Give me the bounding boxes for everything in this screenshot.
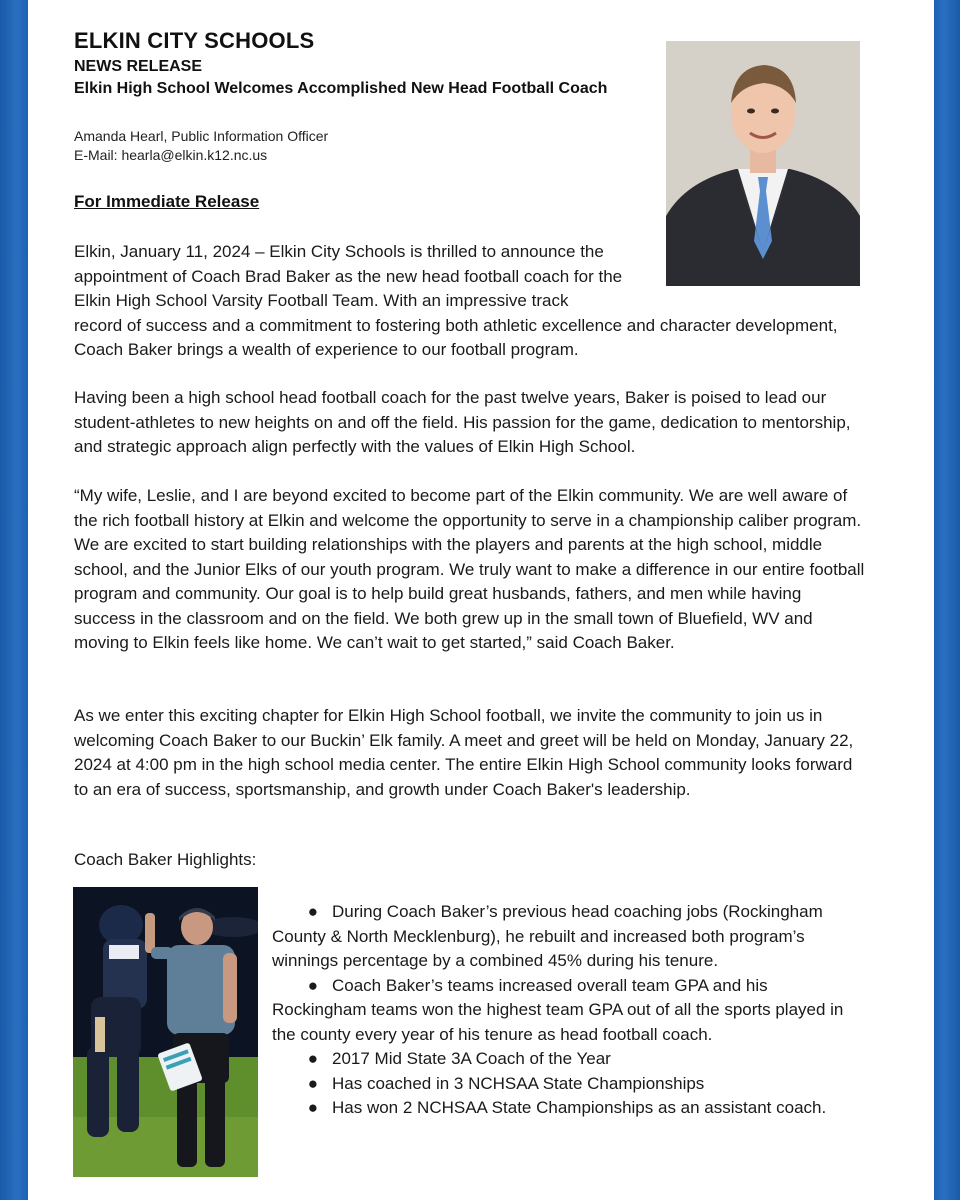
bullet-icon: ● bbox=[307, 1073, 318, 1093]
contact-name: Amanda Hearl, Public Information Officer bbox=[74, 128, 329, 144]
list-item bbox=[272, 1096, 847, 1121]
release-headline: Elkin High School Welcomes Accomplished New Head Football Coach bbox=[74, 80, 608, 97]
coach-sideline-photo bbox=[73, 887, 258, 1177]
contact-email: E-Mail: hearla@elkin.k12.nc.us bbox=[74, 147, 268, 163]
paragraph-announcement-rest: record of success and a commitment to fostering both athletic excellence and character development, Coach Baker brings a wealth of experience to our football program. bbox=[74, 315, 838, 359]
list-item bbox=[272, 974, 847, 1048]
highlight-text: Has won 2 NCHSAA State Championships as an assistant coach. bbox=[332, 1098, 827, 1117]
bullet-icon: ● bbox=[307, 1098, 318, 1117]
contact-block bbox=[74, 127, 328, 165]
right-blue-border bbox=[934, 0, 960, 1200]
highlight-text: During Coach Baker’s previous head coaching jobs (Rockingham County & North Mecklenburg), he rebuilt and increased both program’s winnings percentage by a combined 45% during his tenure. bbox=[272, 902, 823, 970]
coach-portrait-photo bbox=[666, 41, 860, 286]
bullet-icon: ● bbox=[307, 902, 318, 921]
bullet-icon: ● bbox=[307, 975, 318, 995]
paragraph-quote: “My wife, Leslie, and I are beyond excited to become part of the Elkin community. We are well aware of the rich football history at Elkin and welcome the opportunity to serve in a championship caliber program. We are excited to start building relationships with the players and parents at the high school, middle school, and the Junior Elks of our youth program. We truly want to make a difference in our entire football program and community. Our goal is to help build great husbands, fathers, and men while having success in the classroom and on the field. We both grew up in the small town of Bluefield, WV and moving to Elkin feels like home. We can’t wait to get started,” said Coach Baker. bbox=[74, 486, 865, 652]
bullet-icon: ● bbox=[307, 1049, 318, 1068]
paragraph-announcement-wrapped: Elkin, January 11, 2024 – Elkin City Schools is thrilled to announce the appointment of Coach Brad Baker as the new head football coach for the Elkin High School Varsity Football Team. With an impressive track bbox=[74, 242, 623, 310]
highlights-list bbox=[272, 900, 847, 1121]
highlight-text: 2017 Mid State 3A Coach of the Year bbox=[332, 1049, 611, 1068]
news-release-label: NEWS RELEASE bbox=[74, 58, 203, 75]
coach-portrait-illustration bbox=[666, 41, 860, 286]
paragraph-meet-and-greet: As we enter this exciting chapter for Elkin High School football, we invite the community to join us in welcoming Coach Baker to our Buckin’ Elk family. A meet and greet will be held on Monday, January 22, 2024 at 4:00 pm in the high school media center. The entire Elkin High School community looks forward to an era of success, sportsmanship, and growth under Coach Baker's leadership. bbox=[74, 706, 854, 799]
highlight-text: Coach Baker’s teams increased overall team GPA and his Rockingham teams won the highest team GPA out of all the sports played in the county every year of his tenure as head football coach. bbox=[272, 975, 844, 1044]
highlights-heading: Coach Baker Highlights: bbox=[74, 850, 257, 869]
list-item bbox=[272, 1047, 847, 1072]
coach-sideline-illustration bbox=[73, 887, 258, 1177]
organization-title: ELKIN CITY SCHOOLS bbox=[74, 28, 315, 53]
immediate-release-heading: For Immediate Release bbox=[74, 192, 260, 211]
paragraph-experience: Having been a high school head football coach for the past twelve years, Baker is poised to lead our student-athletes to new heights on and off the field. His passion for the game, dedication to mentorship, and strategic approach align perfectly with the values of Elkin High School. bbox=[74, 388, 851, 456]
left-blue-border bbox=[0, 0, 28, 1200]
list-item bbox=[272, 900, 847, 974]
list-item bbox=[272, 1072, 847, 1097]
highlight-text: Has coached in 3 NCHSAA State Championships bbox=[332, 1073, 705, 1093]
